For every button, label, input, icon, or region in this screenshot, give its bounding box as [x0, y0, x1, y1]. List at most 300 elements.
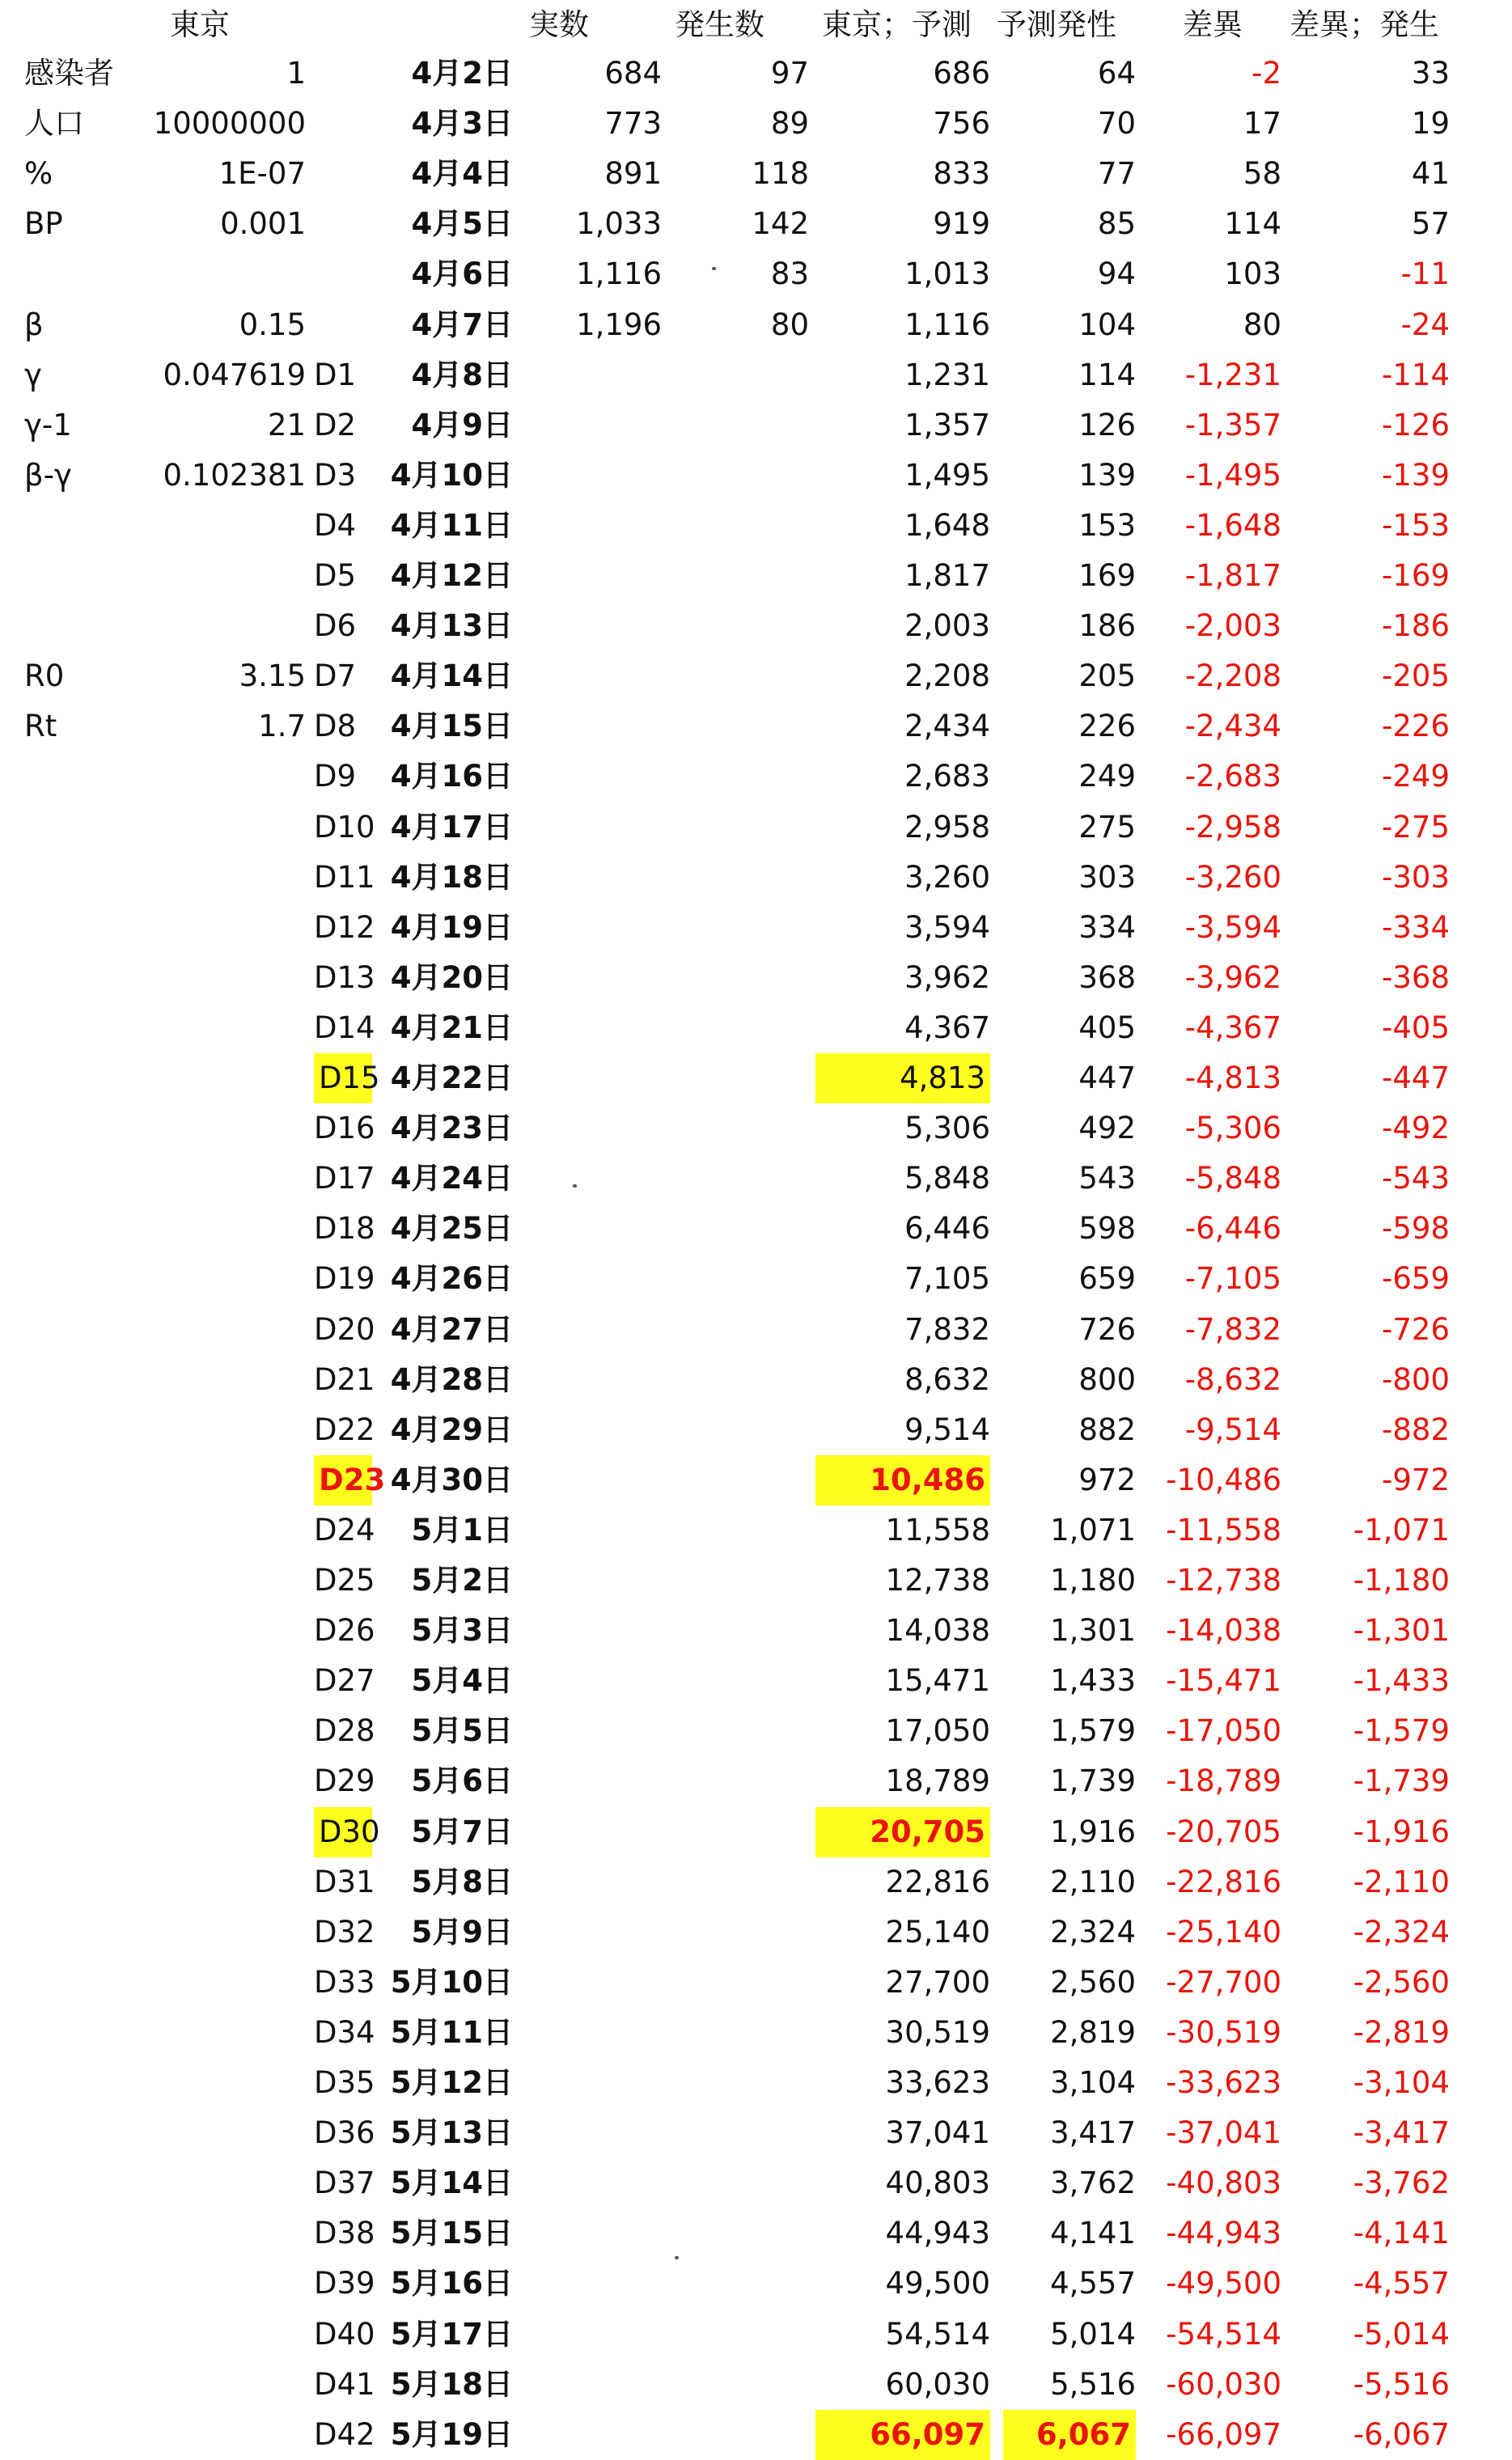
forecast-new-cases: 800: [1078, 1361, 1136, 1397]
difference: -5,848: [1184, 1161, 1281, 1196]
difference: -1,648: [1184, 507, 1281, 543]
param-value: 0.047619: [163, 357, 306, 392]
difference: -4,813: [1184, 1061, 1281, 1095]
date-cell: 4月10日: [390, 457, 513, 493]
date-cell: 4月14日: [390, 658, 513, 694]
day-index: D39: [314, 2266, 375, 2301]
difference-new-cases: -1,739: [1353, 1763, 1450, 1799]
difference: -6,446: [1184, 1211, 1281, 1247]
date-cell: 5月10日: [390, 1964, 513, 2000]
date-cell: 4月11日: [390, 507, 513, 543]
day-index: D35: [314, 2065, 375, 2100]
actual-count: [526, 853, 662, 903]
header-new: 発生数: [675, 7, 764, 42]
day-index: D22: [314, 1412, 375, 1447]
day-index: D25: [314, 1563, 375, 1598]
forecast-new-cases: 104: [1078, 307, 1136, 342]
day-index: D29: [314, 1763, 375, 1799]
day-index: D34: [314, 2014, 375, 2050]
new-cases: [680, 1656, 809, 1706]
forecast-value: 833: [933, 156, 990, 192]
param-label: 感染者: [24, 56, 114, 91]
difference-new-cases: -1,579: [1353, 1713, 1450, 1749]
difference: -8,632: [1184, 1361, 1281, 1397]
date-cell: 4月27日: [390, 1311, 513, 1347]
forecast-new-cases: 4,141: [1050, 2216, 1136, 2251]
difference: -3,962: [1184, 959, 1281, 995]
new-cases: [680, 1958, 809, 2008]
new-cases: [680, 903, 809, 953]
forecast-new-cases: 882: [1078, 1412, 1136, 1447]
forecast-new-cases: 1,579: [1050, 1713, 1136, 1749]
date-cell: 4月25日: [390, 1211, 513, 1247]
difference-new-cases: 57: [1411, 206, 1450, 242]
difference-new-cases: -800: [1382, 1361, 1450, 1397]
forecast-new-cases: 2,324: [1050, 1914, 1136, 1950]
param-value: [121, 249, 306, 299]
forecast-value: 15,471: [885, 1663, 990, 1699]
new-cases: [680, 2360, 809, 2410]
new-cases: [680, 601, 809, 651]
difference-new-cases: -114: [1382, 357, 1450, 392]
day-index: D26: [314, 1613, 375, 1649]
difference-new-cases: -186: [1382, 608, 1450, 644]
forecast-new-cases: 598: [1078, 1211, 1136, 1247]
forecast-value: 2,003: [904, 608, 990, 644]
actual-count: [526, 1656, 662, 1706]
day-index: D8: [314, 709, 357, 744]
difference: -15,471: [1166, 1663, 1281, 1699]
date-cell: 4月21日: [390, 1010, 513, 1045]
difference: -1,357: [1184, 407, 1281, 442]
actual-count: [526, 2310, 662, 2360]
actual-count: [526, 1556, 662, 1606]
date-cell: 4月7日: [411, 307, 513, 342]
forecast-new-cases: 2,110: [1050, 1864, 1136, 1899]
actual-count: [526, 651, 662, 701]
forecast-value: 44,943: [885, 2216, 990, 2251]
forecast-value: 1,116: [904, 307, 990, 342]
forecast-new-cases: 186: [1078, 608, 1136, 644]
new-cases: [680, 400, 809, 451]
actual-count: [526, 1606, 662, 1656]
new-cases: [680, 1857, 809, 1907]
date-cell: 4月20日: [390, 959, 513, 995]
forecast-new-cases: 1,916: [1050, 1814, 1136, 1849]
forecast-new-cases: 114: [1078, 357, 1136, 392]
difference: -30,519: [1166, 2014, 1281, 2050]
difference: 114: [1224, 206, 1281, 242]
difference-new-cases: -3,104: [1353, 2065, 1450, 2100]
date-cell: 4月16日: [390, 759, 513, 794]
difference-new-cases: -5,014: [1353, 2316, 1450, 2352]
day-index: D9: [314, 759, 357, 794]
actual-count: [526, 2058, 662, 2108]
new-cases: 83: [770, 256, 809, 292]
difference: -27,700: [1166, 1964, 1281, 2000]
difference-new-cases: -139: [1382, 457, 1450, 493]
difference: 58: [1243, 156, 1281, 192]
new-cases: 97: [770, 56, 809, 91]
day-index: [314, 99, 379, 149]
forecast-value: 27,700: [885, 1964, 990, 2000]
difference: -10,486: [1166, 1462, 1281, 1497]
difference-new-cases: -726: [1382, 1311, 1450, 1347]
new-cases: [680, 2259, 809, 2309]
forecast-value: 1,357: [904, 407, 990, 442]
date-cell: 4月8日: [411, 357, 513, 392]
difference-new-cases: -24: [1400, 307, 1450, 342]
new-cases: [680, 2108, 809, 2158]
forecast-new-cases: 1,180: [1050, 1563, 1136, 1598]
actual-count: [526, 451, 662, 501]
difference: -17,050: [1166, 1713, 1281, 1749]
param-value: 1.7: [258, 709, 306, 744]
scan-speck: [712, 267, 716, 270]
param-value: [121, 501, 306, 551]
date-cell: 4月24日: [390, 1161, 513, 1196]
forecast-new-cases: 226: [1078, 709, 1136, 744]
actual-count: [526, 2108, 662, 2158]
forecast-value: 10,486: [815, 1455, 990, 1505]
difference: -2,958: [1184, 809, 1281, 845]
forecast-value: 49,500: [885, 2266, 990, 2301]
new-cases: [680, 2008, 809, 2058]
day-index: D1: [314, 357, 357, 392]
forecast-new-cases: 1,739: [1050, 1763, 1136, 1799]
actual-count: [526, 601, 662, 651]
day-index: D19: [314, 1261, 375, 1297]
forecast-value: 20,705: [815, 1807, 990, 1857]
difference-new-cases: -4,557: [1353, 2266, 1450, 2301]
day-index: D42: [314, 2416, 375, 2452]
forecast-new-cases: 659: [1078, 1261, 1136, 1297]
header-diff-new: 差異；発生: [1290, 7, 1439, 42]
date-cell: 4月18日: [390, 859, 513, 895]
day-index: D4: [314, 507, 357, 543]
day-index: D30: [314, 1807, 372, 1857]
header-actual: 実数: [529, 7, 589, 42]
difference-new-cases: -126: [1382, 407, 1450, 442]
header-diff: 差異: [1183, 7, 1243, 42]
actual-count: 891: [604, 156, 662, 192]
day-index: [314, 49, 379, 99]
date-cell: 4月13日: [390, 608, 513, 644]
forecast-value: 2,958: [904, 809, 990, 845]
date-cell: 5月1日: [411, 1512, 513, 1548]
forecast-value: 2,683: [904, 759, 990, 794]
param-label: γ-1: [24, 407, 72, 442]
difference-new-cases: -303: [1382, 859, 1450, 895]
difference: -2,683: [1184, 759, 1281, 794]
date-cell: 4月23日: [390, 1111, 513, 1146]
forecast-new-cases: 543: [1078, 1161, 1136, 1196]
forecast-new-cases: 972: [1078, 1462, 1136, 1497]
forecast-value: 40,803: [885, 2166, 990, 2201]
forecast-new-cases: 1,301: [1050, 1613, 1136, 1649]
actual-count: [526, 1958, 662, 2008]
new-cases: [680, 1505, 809, 1556]
date-cell: 4月3日: [411, 106, 513, 142]
scan-speck: [573, 1184, 577, 1188]
actual-count: [526, 501, 662, 551]
forecast-value: 11,558: [885, 1512, 990, 1548]
forecast-value: 12,738: [885, 1563, 990, 1598]
difference-new-cases: -2,324: [1353, 1914, 1450, 1950]
forecast-value: 66,097: [815, 2410, 990, 2460]
difference-new-cases: -3,762: [1353, 2166, 1450, 2201]
difference-new-cases: -543: [1382, 1161, 1450, 1196]
forecast-value: 17,050: [885, 1713, 990, 1749]
actual-count: [526, 802, 662, 853]
forecast-value: 33,623: [885, 2065, 990, 2100]
difference-new-cases: -2,819: [1353, 2014, 1450, 2050]
day-index: D21: [314, 1361, 375, 1397]
forecast-value: 1,013: [904, 256, 990, 292]
difference-new-cases: -659: [1382, 1261, 1450, 1297]
difference: -1,495: [1184, 457, 1281, 493]
forecast-value: 1,495: [904, 457, 990, 493]
forecast-value: 60,030: [885, 2366, 990, 2402]
new-cases: [680, 1807, 809, 1857]
difference-new-cases: -249: [1382, 759, 1450, 794]
difference: -60,030: [1166, 2366, 1281, 2402]
new-cases: [680, 1606, 809, 1656]
new-cases: [680, 451, 809, 501]
forecast-value: 14,038: [885, 1613, 990, 1649]
day-index: D33: [314, 1964, 375, 2000]
difference-new-cases: 19: [1411, 106, 1450, 142]
difference-new-cases: -4,141: [1353, 2216, 1450, 2251]
date-cell: 4月5日: [411, 206, 513, 242]
date-cell: 4月12日: [390, 558, 513, 593]
forecast-new-cases: 6,067: [1003, 2410, 1136, 2460]
actual-count: [526, 1003, 662, 1053]
new-cases: [680, 752, 809, 802]
new-cases: [680, 2208, 809, 2259]
difference: -44,943: [1166, 2216, 1281, 2251]
forecast-value: 18,789: [885, 1763, 990, 1799]
day-index: D17: [314, 1161, 375, 1196]
difference: -5,306: [1184, 1111, 1281, 1146]
difference-new-cases: 41: [1411, 156, 1450, 192]
header-title: 東京: [170, 7, 230, 42]
actual-count: [526, 551, 662, 601]
scan-speck: [675, 2256, 679, 2259]
actual-count: [526, 752, 662, 802]
actual-count: [526, 1857, 662, 1907]
date-cell: 4月29日: [390, 1412, 513, 1447]
day-index: D40: [314, 2316, 375, 2352]
forecast-new-cases: 139: [1078, 457, 1136, 493]
forecast-new-cases: 77: [1097, 156, 1136, 192]
actual-count: [526, 1756, 662, 1806]
difference: -7,105: [1184, 1261, 1281, 1297]
forecast-value: 22,816: [885, 1864, 990, 1899]
forecast-new-cases: 205: [1078, 658, 1136, 694]
actual-count: [526, 1103, 662, 1154]
new-cases: [680, 1254, 809, 1304]
forecast-value: 2,434: [904, 709, 990, 744]
actual-count: [526, 2259, 662, 2309]
param-value: [121, 601, 306, 651]
day-index: [314, 249, 379, 299]
date-cell: 5月13日: [390, 2115, 513, 2151]
difference-new-cases: -405: [1382, 1010, 1450, 1045]
param-value: 0.102381: [163, 457, 306, 493]
difference-new-cases: -1,301: [1353, 1613, 1450, 1649]
day-index: D36: [314, 2115, 375, 2151]
new-cases: [680, 1053, 809, 1103]
actual-count: [526, 2410, 662, 2460]
difference-new-cases: -492: [1382, 1111, 1450, 1146]
difference-new-cases: -3,417: [1353, 2115, 1450, 2151]
difference: -49,500: [1166, 2266, 1281, 2301]
day-index: D18: [314, 1211, 375, 1247]
difference-new-cases: -598: [1382, 1211, 1450, 1247]
difference: -1,817: [1184, 558, 1281, 593]
new-cases: [680, 953, 809, 1003]
actual-count: [526, 1455, 662, 1505]
date-cell: 5月9日: [411, 1914, 513, 1950]
date-cell: 5月8日: [411, 1864, 513, 1899]
difference: 103: [1224, 256, 1281, 292]
forecast-new-cases: 153: [1078, 507, 1136, 543]
day-index: D7: [314, 658, 357, 694]
forecast-new-cases: 334: [1078, 909, 1136, 945]
forecast-value: 1,648: [904, 507, 990, 543]
param-value: 21: [267, 407, 306, 442]
forecast-value: 6,446: [904, 1211, 990, 1247]
forecast-value: 686: [933, 56, 990, 91]
day-index: D20: [314, 1311, 375, 1347]
day-index: D11: [314, 859, 375, 895]
difference-new-cases: -1,180: [1353, 1563, 1450, 1598]
day-index: D13: [314, 959, 375, 995]
difference: -9,514: [1184, 1412, 1281, 1447]
new-cases: [680, 1103, 809, 1154]
param-value: 0.001: [220, 206, 306, 242]
actual-count: [526, 2158, 662, 2208]
param-value: 1E-07: [218, 156, 306, 192]
day-index: D27: [314, 1663, 375, 1699]
difference: -18,789: [1166, 1763, 1281, 1799]
day-index: [314, 199, 379, 249]
forecast-value: 5,306: [904, 1111, 990, 1146]
date-cell: 4月15日: [390, 709, 513, 744]
new-cases: [680, 1907, 809, 1958]
actual-count: [526, 1154, 662, 1204]
actual-count: [526, 1053, 662, 1103]
date-cell: 4月22日: [390, 1061, 513, 1095]
forecast-value: 3,260: [904, 859, 990, 895]
day-index: D32: [314, 1914, 375, 1950]
forecast-new-cases: 2,819: [1050, 2014, 1136, 2050]
date-cell: 5月3日: [411, 1613, 513, 1649]
day-index: D37: [314, 2166, 375, 2201]
difference-new-cases: -368: [1382, 959, 1450, 995]
date-cell: 5月6日: [411, 1763, 513, 1799]
difference: 80: [1243, 307, 1281, 342]
date-cell: 5月18日: [390, 2366, 513, 2402]
day-index: D6: [314, 608, 357, 644]
forecast-new-cases: 368: [1078, 959, 1136, 995]
day-index: D14: [314, 1010, 375, 1045]
forecast-new-cases: 3,762: [1050, 2166, 1136, 2201]
actual-count: 773: [604, 106, 662, 142]
param-value: 1: [286, 56, 306, 91]
difference: -2,208: [1184, 658, 1281, 694]
actual-count: [526, 1204, 662, 1254]
forecast-new-cases: 3,417: [1050, 2115, 1136, 2151]
difference: -54,514: [1166, 2316, 1281, 2352]
difference-new-cases: -2,110: [1353, 1864, 1450, 1899]
forecast-new-cases: 70: [1097, 106, 1136, 142]
date-cell: 5月4日: [411, 1663, 513, 1699]
difference: -2: [1252, 56, 1281, 91]
actual-count: [526, 1505, 662, 1556]
difference: -37,041: [1166, 2115, 1281, 2151]
difference-new-cases: -169: [1382, 558, 1450, 593]
actual-count: [526, 1405, 662, 1455]
date-cell: 5月7日: [411, 1814, 513, 1849]
new-cases: [680, 651, 809, 701]
difference-new-cases: -447: [1382, 1061, 1450, 1095]
header-forecast: 東京；予測: [822, 7, 972, 42]
difference: -3,594: [1184, 909, 1281, 945]
difference: -33,623: [1166, 2065, 1281, 2100]
difference: -2,003: [1184, 608, 1281, 644]
forecast-new-cases: 1,433: [1050, 1663, 1136, 1699]
actual-count: [526, 400, 662, 451]
new-cases: 118: [752, 156, 809, 192]
new-cases: [680, 1003, 809, 1053]
difference: -14,038: [1166, 1613, 1281, 1649]
actual-count: [526, 1254, 662, 1304]
new-cases: [680, 501, 809, 551]
new-cases: [680, 1455, 809, 1505]
date-cell: 5月5日: [411, 1713, 513, 1749]
forecast-value: 25,140: [885, 1914, 990, 1950]
param-label: BP: [24, 206, 63, 242]
forecast-new-cases: 169: [1078, 558, 1136, 593]
difference-new-cases: -275: [1382, 809, 1450, 845]
date-cell: 5月11日: [390, 2014, 513, 2050]
new-cases: [680, 701, 809, 752]
difference-new-cases: -205: [1382, 658, 1450, 694]
day-index: D23: [314, 1455, 372, 1505]
day-index: D41: [314, 2366, 375, 2402]
new-cases: [680, 802, 809, 853]
forecast-new-cases: 249: [1078, 759, 1136, 794]
param-label: 人口: [24, 106, 84, 142]
actual-count: 1,033: [576, 206, 662, 242]
new-cases: [680, 551, 809, 601]
date-cell: 5月2日: [411, 1563, 513, 1598]
difference: -25,140: [1166, 1914, 1281, 1950]
actual-count: [526, 350, 662, 400]
date-cell: 4月26日: [390, 1261, 513, 1297]
actual-count: [526, 701, 662, 752]
actual-count: [526, 2208, 662, 2259]
day-index: D31: [314, 1864, 375, 1899]
difference-new-cases: -226: [1382, 709, 1450, 744]
new-cases: [680, 2058, 809, 2108]
forecast-new-cases: 5,516: [1050, 2366, 1136, 2402]
day-index: D10: [314, 809, 375, 845]
date-cell: 5月19日: [390, 2416, 513, 2452]
day-index: D3: [314, 457, 357, 493]
